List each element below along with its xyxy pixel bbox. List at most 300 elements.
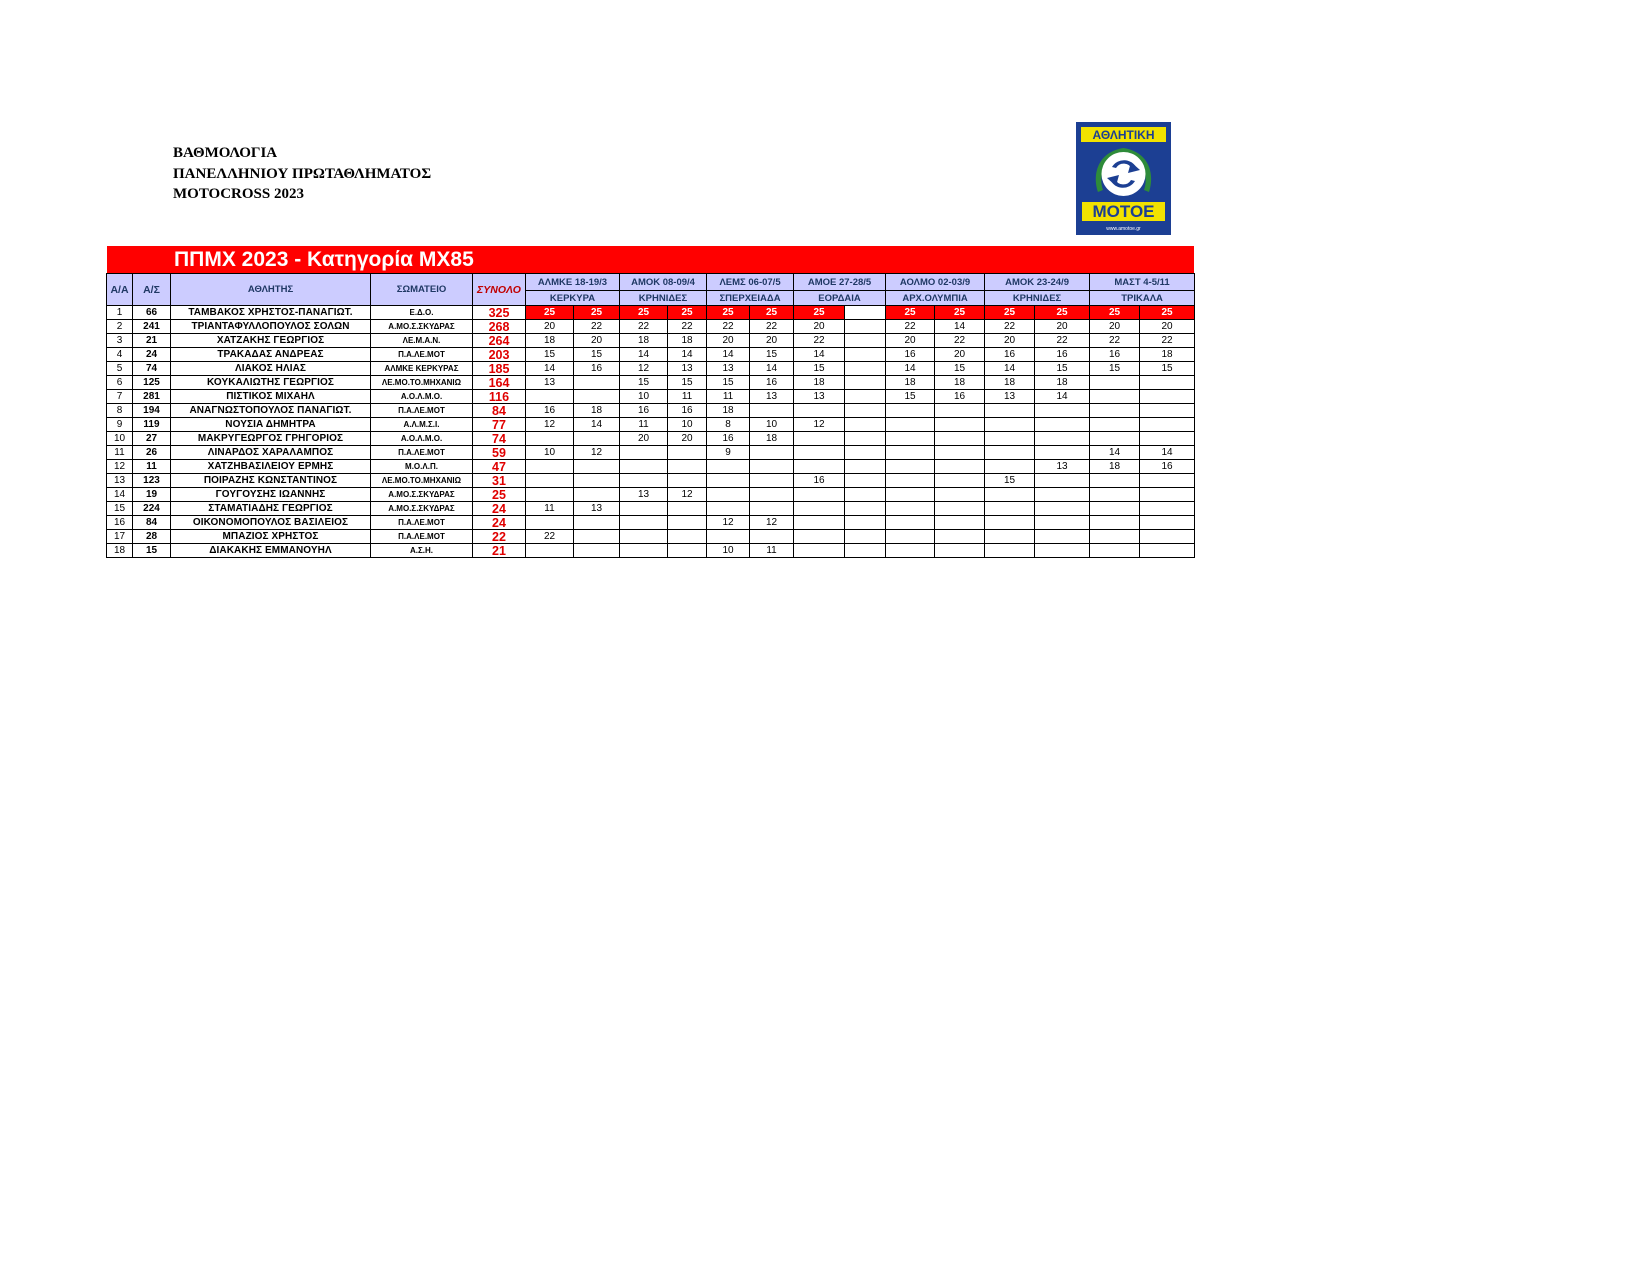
score-cell <box>1035 530 1090 544</box>
rank-cell: 3 <box>107 334 133 348</box>
score-cell: 20 <box>620 432 668 446</box>
number-cell: 241 <box>133 320 171 334</box>
number-cell: 224 <box>133 502 171 516</box>
score-cell <box>935 418 985 432</box>
score-cell: 12 <box>750 516 794 530</box>
total-cell: 24 <box>473 516 526 530</box>
score-cell <box>750 488 794 502</box>
athlete-name-cell: ΧΑΤΖΑΚΗΣ ΓΕΩΡΓΙΟΣ <box>171 334 371 348</box>
table-row <box>107 320 1195 334</box>
score-cell <box>526 474 574 488</box>
score-cell: 20 <box>1140 320 1195 334</box>
score-cell <box>1090 488 1140 502</box>
score-cell <box>1035 516 1090 530</box>
table-row <box>107 544 1195 558</box>
score-cell <box>526 516 574 530</box>
table-title-bar <box>107 246 1194 273</box>
score-cell: 14 <box>750 362 794 376</box>
athlete-name-cell: ΧΑΤΖΗΒΑΣΙΛΕΙΟΥ ΕΡΜΗΣ <box>171 460 371 474</box>
score-cell <box>750 404 794 418</box>
score-cell: 13 <box>1035 460 1090 474</box>
results-table <box>106 273 1195 558</box>
score-cell <box>794 432 845 446</box>
score-cell: 14 <box>1140 446 1195 460</box>
score-cell <box>845 390 886 404</box>
total-cell: 47 <box>473 460 526 474</box>
rank-cell: 13 <box>107 474 133 488</box>
score-cell <box>1090 376 1140 390</box>
score-cell <box>886 474 935 488</box>
score-cell <box>985 502 1035 516</box>
score-cell: 16 <box>985 348 1035 362</box>
club-cell: Π.Α.ΛΕ.ΜΟΤ <box>371 348 473 362</box>
rank-cell: 15 <box>107 502 133 516</box>
score-cell: 8 <box>707 418 750 432</box>
event-name: ΑΜΟΚ 08-09/4 <box>620 274 707 291</box>
score-cell: 15 <box>750 348 794 362</box>
table-row <box>107 488 1195 502</box>
score-cell <box>1140 544 1195 558</box>
athlete-name-cell: ΛΙΑΚΟΣ ΗΛΙΑΣ <box>171 362 371 376</box>
table-row <box>107 530 1195 544</box>
score-cell: 25 <box>668 306 707 320</box>
score-cell: 16 <box>1090 348 1140 362</box>
score-cell: 20 <box>1090 320 1140 334</box>
score-cell: 12 <box>794 418 845 432</box>
score-cell: 22 <box>1140 334 1195 348</box>
score-cell <box>1140 530 1195 544</box>
score-cell <box>526 460 574 474</box>
score-cell <box>845 404 886 418</box>
col-as: Α/Σ <box>133 274 171 306</box>
score-cell <box>1090 404 1140 418</box>
rank-cell: 18 <box>107 544 133 558</box>
table-row <box>107 404 1195 418</box>
score-cell: 14 <box>985 362 1035 376</box>
score-cell <box>935 432 985 446</box>
club-cell: Α.Ο.Λ.Μ.Ο. <box>371 390 473 404</box>
club-cell: ΑΛΜΚΕ ΚΕΡΚΥΡΑΣ <box>371 362 473 376</box>
athlete-name-cell: ΣΤΑΜΑΤΙΑΔΗΣ ΓΕΩΡΓΙΟΣ <box>171 502 371 516</box>
score-cell: 12 <box>707 516 750 530</box>
score-cell: 15 <box>1140 362 1195 376</box>
athlete-name-cell: ΤΑΜΒΑΚΟΣ ΧΡΗΣΤΟΣ-ΠΑΝΑΓΙΩΤ. <box>171 306 371 320</box>
rank-cell: 5 <box>107 362 133 376</box>
score-cell: 12 <box>620 362 668 376</box>
score-cell: 15 <box>620 376 668 390</box>
score-cell <box>620 544 668 558</box>
total-cell: 325 <box>473 306 526 320</box>
score-cell <box>1035 418 1090 432</box>
score-cell <box>1035 544 1090 558</box>
score-cell: 14 <box>574 418 620 432</box>
document-heading <box>173 143 431 205</box>
score-cell <box>1140 404 1195 418</box>
score-cell: 16 <box>794 474 845 488</box>
heading-line-1: ΒΑΘΜΟΛΟΓΙΑ <box>173 145 278 161</box>
club-cell: ΛΕ.Μ.Α.Ν. <box>371 334 473 348</box>
score-cell <box>886 460 935 474</box>
event-name: ΜΑΣΤ 4-5/11 <box>1090 274 1195 291</box>
event-place: ΚΕΡΚΥΡΑ <box>526 291 620 306</box>
number-cell: 28 <box>133 530 171 544</box>
score-cell: 14 <box>1035 390 1090 404</box>
score-cell <box>845 446 886 460</box>
number-cell: 125 <box>133 376 171 390</box>
athlete-name-cell: ΝΟΥΣΙΑ ΔΗΜΗΤΡΑ <box>171 418 371 432</box>
score-cell: 16 <box>574 362 620 376</box>
rank-cell: 11 <box>107 446 133 460</box>
logo-top-text: ΑΘΛΗΤΙΚΗ <box>1092 128 1155 142</box>
score-cell <box>1035 432 1090 446</box>
score-cell <box>668 516 707 530</box>
score-cell: 15 <box>794 362 845 376</box>
table-row <box>107 446 1195 460</box>
club-cell: Α.Ο.Λ.Μ.Ο. <box>371 432 473 446</box>
score-cell <box>1140 376 1195 390</box>
score-cell: 22 <box>1090 334 1140 348</box>
club-cell: Α.ΜΟ.Σ.ΣΚΥΔΡΑΣ <box>371 320 473 334</box>
score-cell <box>845 348 886 362</box>
score-cell: 25 <box>1035 306 1090 320</box>
total-cell: 203 <box>473 348 526 362</box>
athlete-name-cell: ΠΙΣΤΙΚΟΣ ΜΙΧΑΗΛ <box>171 390 371 404</box>
athlete-name-cell: ΠΟΙΡΑΖΗΣ ΚΩΝΣΤΑΝΤΙΝΟΣ <box>171 474 371 488</box>
score-cell <box>985 446 1035 460</box>
total-cell: 31 <box>473 474 526 488</box>
athlete-name-cell: ΔΙΑΚΑΚΗΣ ΕΜΜΑΝΟΥΗΛ <box>171 544 371 558</box>
rank-cell: 6 <box>107 376 133 390</box>
score-cell: 20 <box>886 334 935 348</box>
score-cell: 11 <box>750 544 794 558</box>
athlete-name-cell: ΓΟΥΓΟΥΣΗΣ ΙΩΑΝΝΗΣ <box>171 488 371 502</box>
total-cell: 116 <box>473 390 526 404</box>
rank-cell: 16 <box>107 516 133 530</box>
score-cell <box>1140 516 1195 530</box>
rank-cell: 10 <box>107 432 133 446</box>
score-cell <box>845 306 886 320</box>
score-cell: 20 <box>707 334 750 348</box>
score-cell <box>845 432 886 446</box>
rank-cell: 12 <box>107 460 133 474</box>
score-cell: 18 <box>985 376 1035 390</box>
score-cell: 18 <box>886 376 935 390</box>
score-cell <box>886 432 935 446</box>
score-cell <box>526 544 574 558</box>
score-cell: 15 <box>985 474 1035 488</box>
club-cell: ΛΕ.ΜΟ.ΤΟ.ΜΗΧΑΝΙΩ <box>371 474 473 488</box>
score-cell <box>707 460 750 474</box>
score-cell: 12 <box>526 418 574 432</box>
score-cell <box>668 474 707 488</box>
score-cell <box>668 502 707 516</box>
score-cell: 20 <box>935 348 985 362</box>
score-cell <box>845 488 886 502</box>
score-cell <box>620 516 668 530</box>
table-row <box>107 516 1195 530</box>
event-name: ΑΜΟΚ 23-24/9 <box>985 274 1090 291</box>
table-row <box>107 460 1195 474</box>
score-cell: 14 <box>620 348 668 362</box>
score-cell: 13 <box>750 390 794 404</box>
athlete-name-cell: ΟΙΚΟΝΟΜΟΠΟΥΛΟΣ ΒΑΣΙΛΕΙΟΣ <box>171 516 371 530</box>
total-cell: 24 <box>473 502 526 516</box>
number-cell: 21 <box>133 334 171 348</box>
col-athlete: ΑΘΛΗΤΗΣ <box>171 274 371 306</box>
score-cell: 13 <box>620 488 668 502</box>
score-cell: 14 <box>935 320 985 334</box>
score-cell <box>1140 432 1195 446</box>
club-cell: Α.Λ.Μ.Σ.Ι. <box>371 418 473 432</box>
score-cell <box>935 404 985 418</box>
score-cell: 20 <box>750 334 794 348</box>
number-cell: 123 <box>133 474 171 488</box>
score-cell: 10 <box>620 390 668 404</box>
score-cell <box>1090 516 1140 530</box>
score-cell <box>1035 404 1090 418</box>
score-cell: 22 <box>750 320 794 334</box>
score-cell <box>668 530 707 544</box>
score-cell <box>1035 502 1090 516</box>
score-cell <box>750 474 794 488</box>
score-cell <box>1035 446 1090 460</box>
score-cell <box>1090 530 1140 544</box>
score-cell <box>750 530 794 544</box>
score-cell: 18 <box>574 404 620 418</box>
score-cell <box>574 544 620 558</box>
event-place: ΤΡΙΚΑΛΑ <box>1090 291 1195 306</box>
score-cell <box>845 502 886 516</box>
score-cell: 18 <box>794 376 845 390</box>
rank-cell: 14 <box>107 488 133 502</box>
number-cell: 74 <box>133 362 171 376</box>
score-cell: 13 <box>668 362 707 376</box>
col-club: ΣΩΜΑΤΕΙΟ <box>371 274 473 306</box>
score-cell: 25 <box>886 306 935 320</box>
table-row <box>107 432 1195 446</box>
score-cell: 11 <box>620 418 668 432</box>
logo-url: www.amotoe.gr <box>1106 226 1141 232</box>
col-aa: Α/Α <box>107 274 133 306</box>
total-cell: 84 <box>473 404 526 418</box>
score-cell <box>985 544 1035 558</box>
score-cell: 25 <box>620 306 668 320</box>
score-cell: 15 <box>935 362 985 376</box>
score-cell <box>985 488 1035 502</box>
number-cell: 26 <box>133 446 171 460</box>
score-cell <box>794 488 845 502</box>
score-cell <box>1140 488 1195 502</box>
score-cell <box>794 544 845 558</box>
club-cell: Π.Α.ΛΕ.ΜΟΤ <box>371 446 473 460</box>
score-cell <box>1090 418 1140 432</box>
total-cell: 264 <box>473 334 526 348</box>
score-cell <box>620 530 668 544</box>
score-cell: 9 <box>707 446 750 460</box>
score-cell <box>794 404 845 418</box>
score-cell <box>574 474 620 488</box>
club-cell: Α.ΜΟ.Σ.ΣΚΥΔΡΑΣ <box>371 488 473 502</box>
score-cell <box>845 474 886 488</box>
event-place: ΑΡΧ.ΟΛΥΜΠΙΑ <box>886 291 985 306</box>
score-cell: 16 <box>1140 460 1195 474</box>
score-cell <box>935 544 985 558</box>
score-cell <box>985 404 1035 418</box>
event-name: ΑΟΛΜΟ 02-03/9 <box>886 274 985 291</box>
score-cell <box>985 516 1035 530</box>
score-cell: 12 <box>574 446 620 460</box>
event-place: ΚΡΗΝΙΔΕΣ <box>620 291 707 306</box>
score-cell: 25 <box>707 306 750 320</box>
score-cell: 16 <box>935 390 985 404</box>
rank-cell: 1 <box>107 306 133 320</box>
score-cell <box>886 516 935 530</box>
score-cell <box>526 488 574 502</box>
score-cell <box>985 530 1035 544</box>
score-cell <box>526 390 574 404</box>
total-cell: 164 <box>473 376 526 390</box>
score-cell: 25 <box>574 306 620 320</box>
number-cell: 27 <box>133 432 171 446</box>
total-cell: 77 <box>473 418 526 432</box>
score-cell: 11 <box>668 390 707 404</box>
table-row <box>107 390 1195 404</box>
score-cell: 14 <box>794 348 845 362</box>
score-cell <box>794 446 845 460</box>
rank-cell: 7 <box>107 390 133 404</box>
event-name: ΑΛΜΚΕ 18-19/3 <box>526 274 620 291</box>
score-cell <box>1090 544 1140 558</box>
heading-line-3: MOTOCROSS 2023 <box>173 186 304 202</box>
score-cell <box>620 446 668 460</box>
club-cell: Μ.Ο.Λ.Π. <box>371 460 473 474</box>
score-cell <box>845 320 886 334</box>
score-cell <box>886 488 935 502</box>
table-row <box>107 348 1195 362</box>
score-cell <box>750 446 794 460</box>
score-cell: 13 <box>794 390 845 404</box>
score-cell: 20 <box>574 334 620 348</box>
score-cell: 25 <box>935 306 985 320</box>
score-cell <box>845 362 886 376</box>
logo-brand: MOTOE <box>1092 202 1155 221</box>
event-place: ΕΟΡΔΑΙΑ <box>794 291 886 306</box>
score-cell <box>750 502 794 516</box>
club-cell: Α.Σ.Η. <box>371 544 473 558</box>
results-body <box>107 306 1195 558</box>
score-cell <box>1090 502 1140 516</box>
heading-line-2: ΠΑΝΕΛΛΗΝΙΟΥ ΠΡΩΤΑΘΛΗΜΑΤΟΣ <box>173 165 432 182</box>
score-cell: 22 <box>620 320 668 334</box>
number-cell: 24 <box>133 348 171 362</box>
athlete-name-cell: ΤΡΑΚΑΔΑΣ ΑΝΔΡΕΑΣ <box>171 348 371 362</box>
score-cell: 15 <box>707 376 750 390</box>
total-cell: 21 <box>473 544 526 558</box>
score-cell: 18 <box>750 432 794 446</box>
table-row <box>107 334 1195 348</box>
score-cell <box>845 376 886 390</box>
score-cell: 13 <box>985 390 1035 404</box>
score-cell <box>750 460 794 474</box>
score-cell: 22 <box>935 334 985 348</box>
score-cell <box>668 460 707 474</box>
score-cell <box>794 460 845 474</box>
score-cell: 22 <box>668 320 707 334</box>
score-cell <box>668 446 707 460</box>
score-cell: 25 <box>750 306 794 320</box>
score-cell <box>845 544 886 558</box>
score-cell: 18 <box>526 334 574 348</box>
total-cell: 59 <box>473 446 526 460</box>
score-cell: 11 <box>526 502 574 516</box>
event-place: ΣΠΕΡΧΕΙΑΔΑ <box>707 291 794 306</box>
club-cell: Π.Α.ΛΕ.ΜΟΤ <box>371 530 473 544</box>
score-cell: 16 <box>750 376 794 390</box>
score-cell <box>1140 390 1195 404</box>
score-cell: 16 <box>707 432 750 446</box>
total-cell: 25 <box>473 488 526 502</box>
score-cell <box>1090 390 1140 404</box>
score-cell: 25 <box>1090 306 1140 320</box>
score-cell <box>886 530 935 544</box>
score-cell: 22 <box>794 334 845 348</box>
score-cell <box>1035 474 1090 488</box>
score-cell <box>526 432 574 446</box>
score-cell: 22 <box>985 320 1035 334</box>
score-cell: 15 <box>668 376 707 390</box>
rank-cell: 9 <box>107 418 133 432</box>
number-cell: 84 <box>133 516 171 530</box>
score-cell: 13 <box>707 362 750 376</box>
score-cell: 18 <box>935 376 985 390</box>
score-cell <box>707 474 750 488</box>
score-cell: 20 <box>668 432 707 446</box>
table-row <box>107 418 1195 432</box>
number-cell: 19 <box>133 488 171 502</box>
score-cell <box>574 376 620 390</box>
score-cell <box>845 530 886 544</box>
score-cell <box>935 460 985 474</box>
score-cell <box>620 502 668 516</box>
number-cell: 15 <box>133 544 171 558</box>
score-cell: 16 <box>886 348 935 362</box>
score-cell <box>845 460 886 474</box>
score-cell: 22 <box>886 320 935 334</box>
score-cell: 25 <box>985 306 1035 320</box>
total-cell: 268 <box>473 320 526 334</box>
score-cell: 15 <box>1090 362 1140 376</box>
score-cell <box>1140 502 1195 516</box>
score-cell <box>1090 432 1140 446</box>
score-cell <box>574 530 620 544</box>
score-cell: 18 <box>668 334 707 348</box>
score-cell <box>985 432 1035 446</box>
score-cell <box>574 390 620 404</box>
score-cell <box>668 544 707 558</box>
score-cell <box>794 516 845 530</box>
score-cell: 20 <box>794 320 845 334</box>
score-cell: 15 <box>1035 362 1090 376</box>
score-cell <box>1090 474 1140 488</box>
number-cell: 281 <box>133 390 171 404</box>
score-cell: 15 <box>886 390 935 404</box>
score-cell: 16 <box>668 404 707 418</box>
score-cell: 16 <box>526 404 574 418</box>
score-cell <box>935 530 985 544</box>
score-cell: 10 <box>750 418 794 432</box>
score-cell <box>935 446 985 460</box>
score-cell <box>935 502 985 516</box>
